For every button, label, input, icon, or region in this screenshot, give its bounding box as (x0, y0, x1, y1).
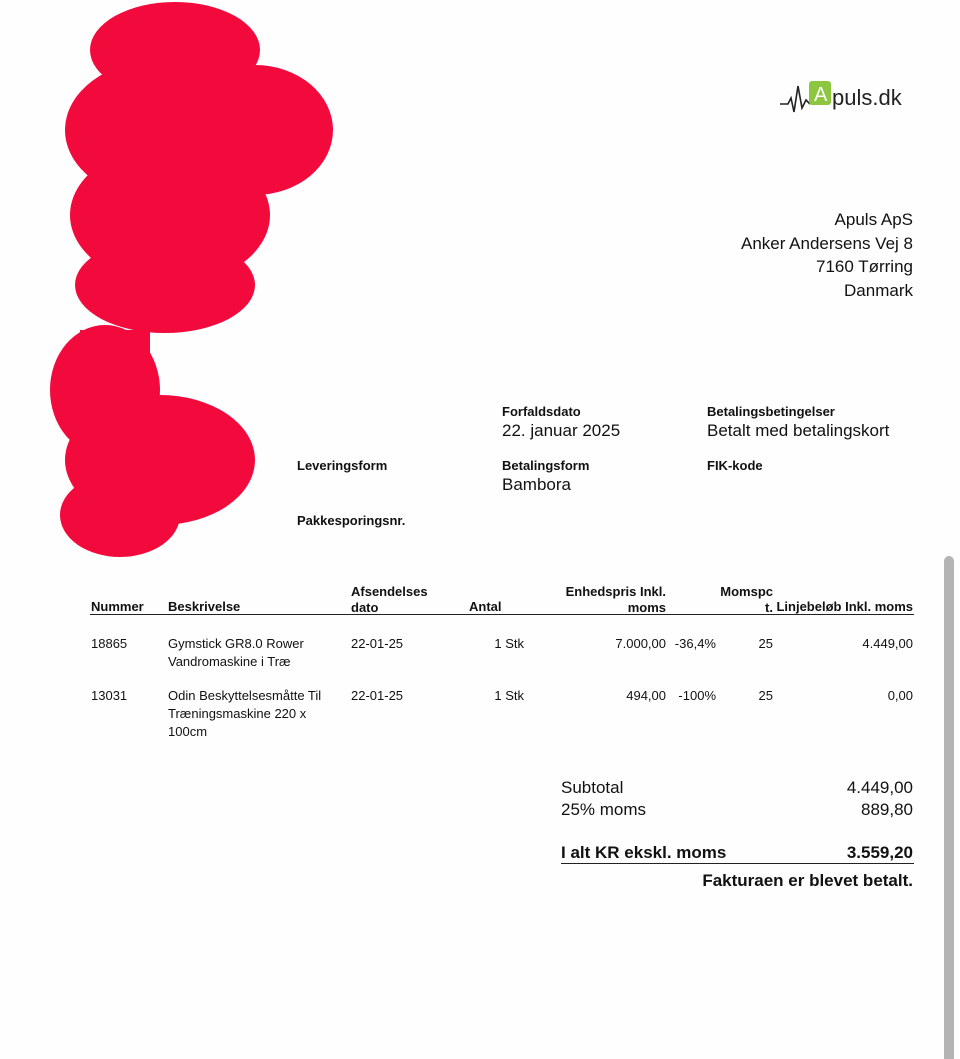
col-number: Nummer (91, 599, 144, 614)
vertical-scrollbar[interactable] (944, 556, 954, 1059)
col-description: Beskrivelse (168, 599, 241, 614)
col-vat-pct (720, 584, 773, 615)
total-label: I alt KR ekskl. moms (561, 843, 727, 862)
due-date-value: 22. januar 2025 (502, 421, 621, 440)
heartbeat-line (780, 86, 810, 112)
redaction-shape (50, 2, 333, 557)
col-unit-price (566, 584, 666, 615)
seller-name: Apuls ApS (834, 210, 913, 229)
vat-value: 889,80 (861, 800, 913, 819)
col-ship-date (351, 584, 428, 615)
row-total: 0,00 (887, 688, 913, 703)
row-number: 13031 (91, 688, 128, 703)
total-rule (561, 863, 914, 864)
subtotal-label: Subtotal (561, 778, 624, 797)
table-header-rule (90, 614, 914, 615)
row-total: 4.449,00 (862, 636, 913, 651)
due-date-label: Forfaldsdato (502, 404, 581, 419)
row-date: 22-01-25 (351, 636, 404, 651)
col-qty: Antal (469, 599, 502, 614)
redaction-scribble (40, 0, 340, 570)
col-unit-price-line1: Enhedspris Inkl. (565, 584, 666, 599)
row-discount: -100% (678, 688, 716, 703)
payment-terms-value: Betalt med betalingskort (707, 421, 890, 440)
row-date: 22-01-25 (351, 688, 404, 703)
row-number: 18865 (91, 636, 128, 651)
col-vat-pct-line1: Momspc (720, 584, 773, 599)
row-unit-price: 494,00 (626, 688, 666, 703)
col-vat-pct-line2: t. (765, 599, 773, 615)
tracking-number-label: Pakkesporingsnr. (297, 513, 406, 528)
payment-method-label: Betalingsform (502, 458, 590, 473)
seller-address (741, 208, 913, 302)
col-ship-date-line2: dato (351, 599, 379, 615)
svg-text:puls.dk: puls.dk (832, 85, 902, 110)
vat-label: 25% moms (561, 800, 647, 819)
svg-text:A: A (814, 84, 828, 106)
payment-method-value: Bambora (502, 475, 571, 494)
row-vat: 25 (758, 636, 773, 651)
row-qty: 1 Stk (494, 688, 524, 703)
subtotal-value: 4.449,00 (846, 778, 913, 797)
col-unit-price-line2: moms (627, 599, 666, 615)
row-vat: 25 (758, 688, 773, 703)
row-unit-price: 7.000,00 (615, 636, 666, 651)
col-ship-date-line1: Afsendelses (351, 584, 428, 599)
seller-street: Anker Andersens Vej 8 (740, 233, 913, 253)
total-value: 3.559,20 (846, 843, 913, 862)
row-qty: 1 Stk (494, 636, 524, 651)
paid-note: Fakturaen er blevet betalt. (702, 871, 913, 890)
row-discount: -36,4% (674, 636, 716, 651)
row-description: Odin Beskyttelsesmåtte Til Træningsmaskine 220 x 100cm (168, 688, 322, 739)
col-line-total: Linjebeløb Inkl. moms (776, 599, 913, 614)
delivery-method-label: Leveringsform (297, 458, 388, 473)
payment-terms-label: Betalingsbetingelser (707, 404, 835, 419)
row-description: Gymstick GR8.0 Rower Vandromaskine i Træ (168, 636, 304, 669)
seller-country: Danmark (844, 280, 913, 300)
apuls-logo (780, 78, 912, 120)
fik-code-label: FIK-kode (707, 458, 763, 473)
seller-city: 7160 Tørring (815, 257, 913, 276)
